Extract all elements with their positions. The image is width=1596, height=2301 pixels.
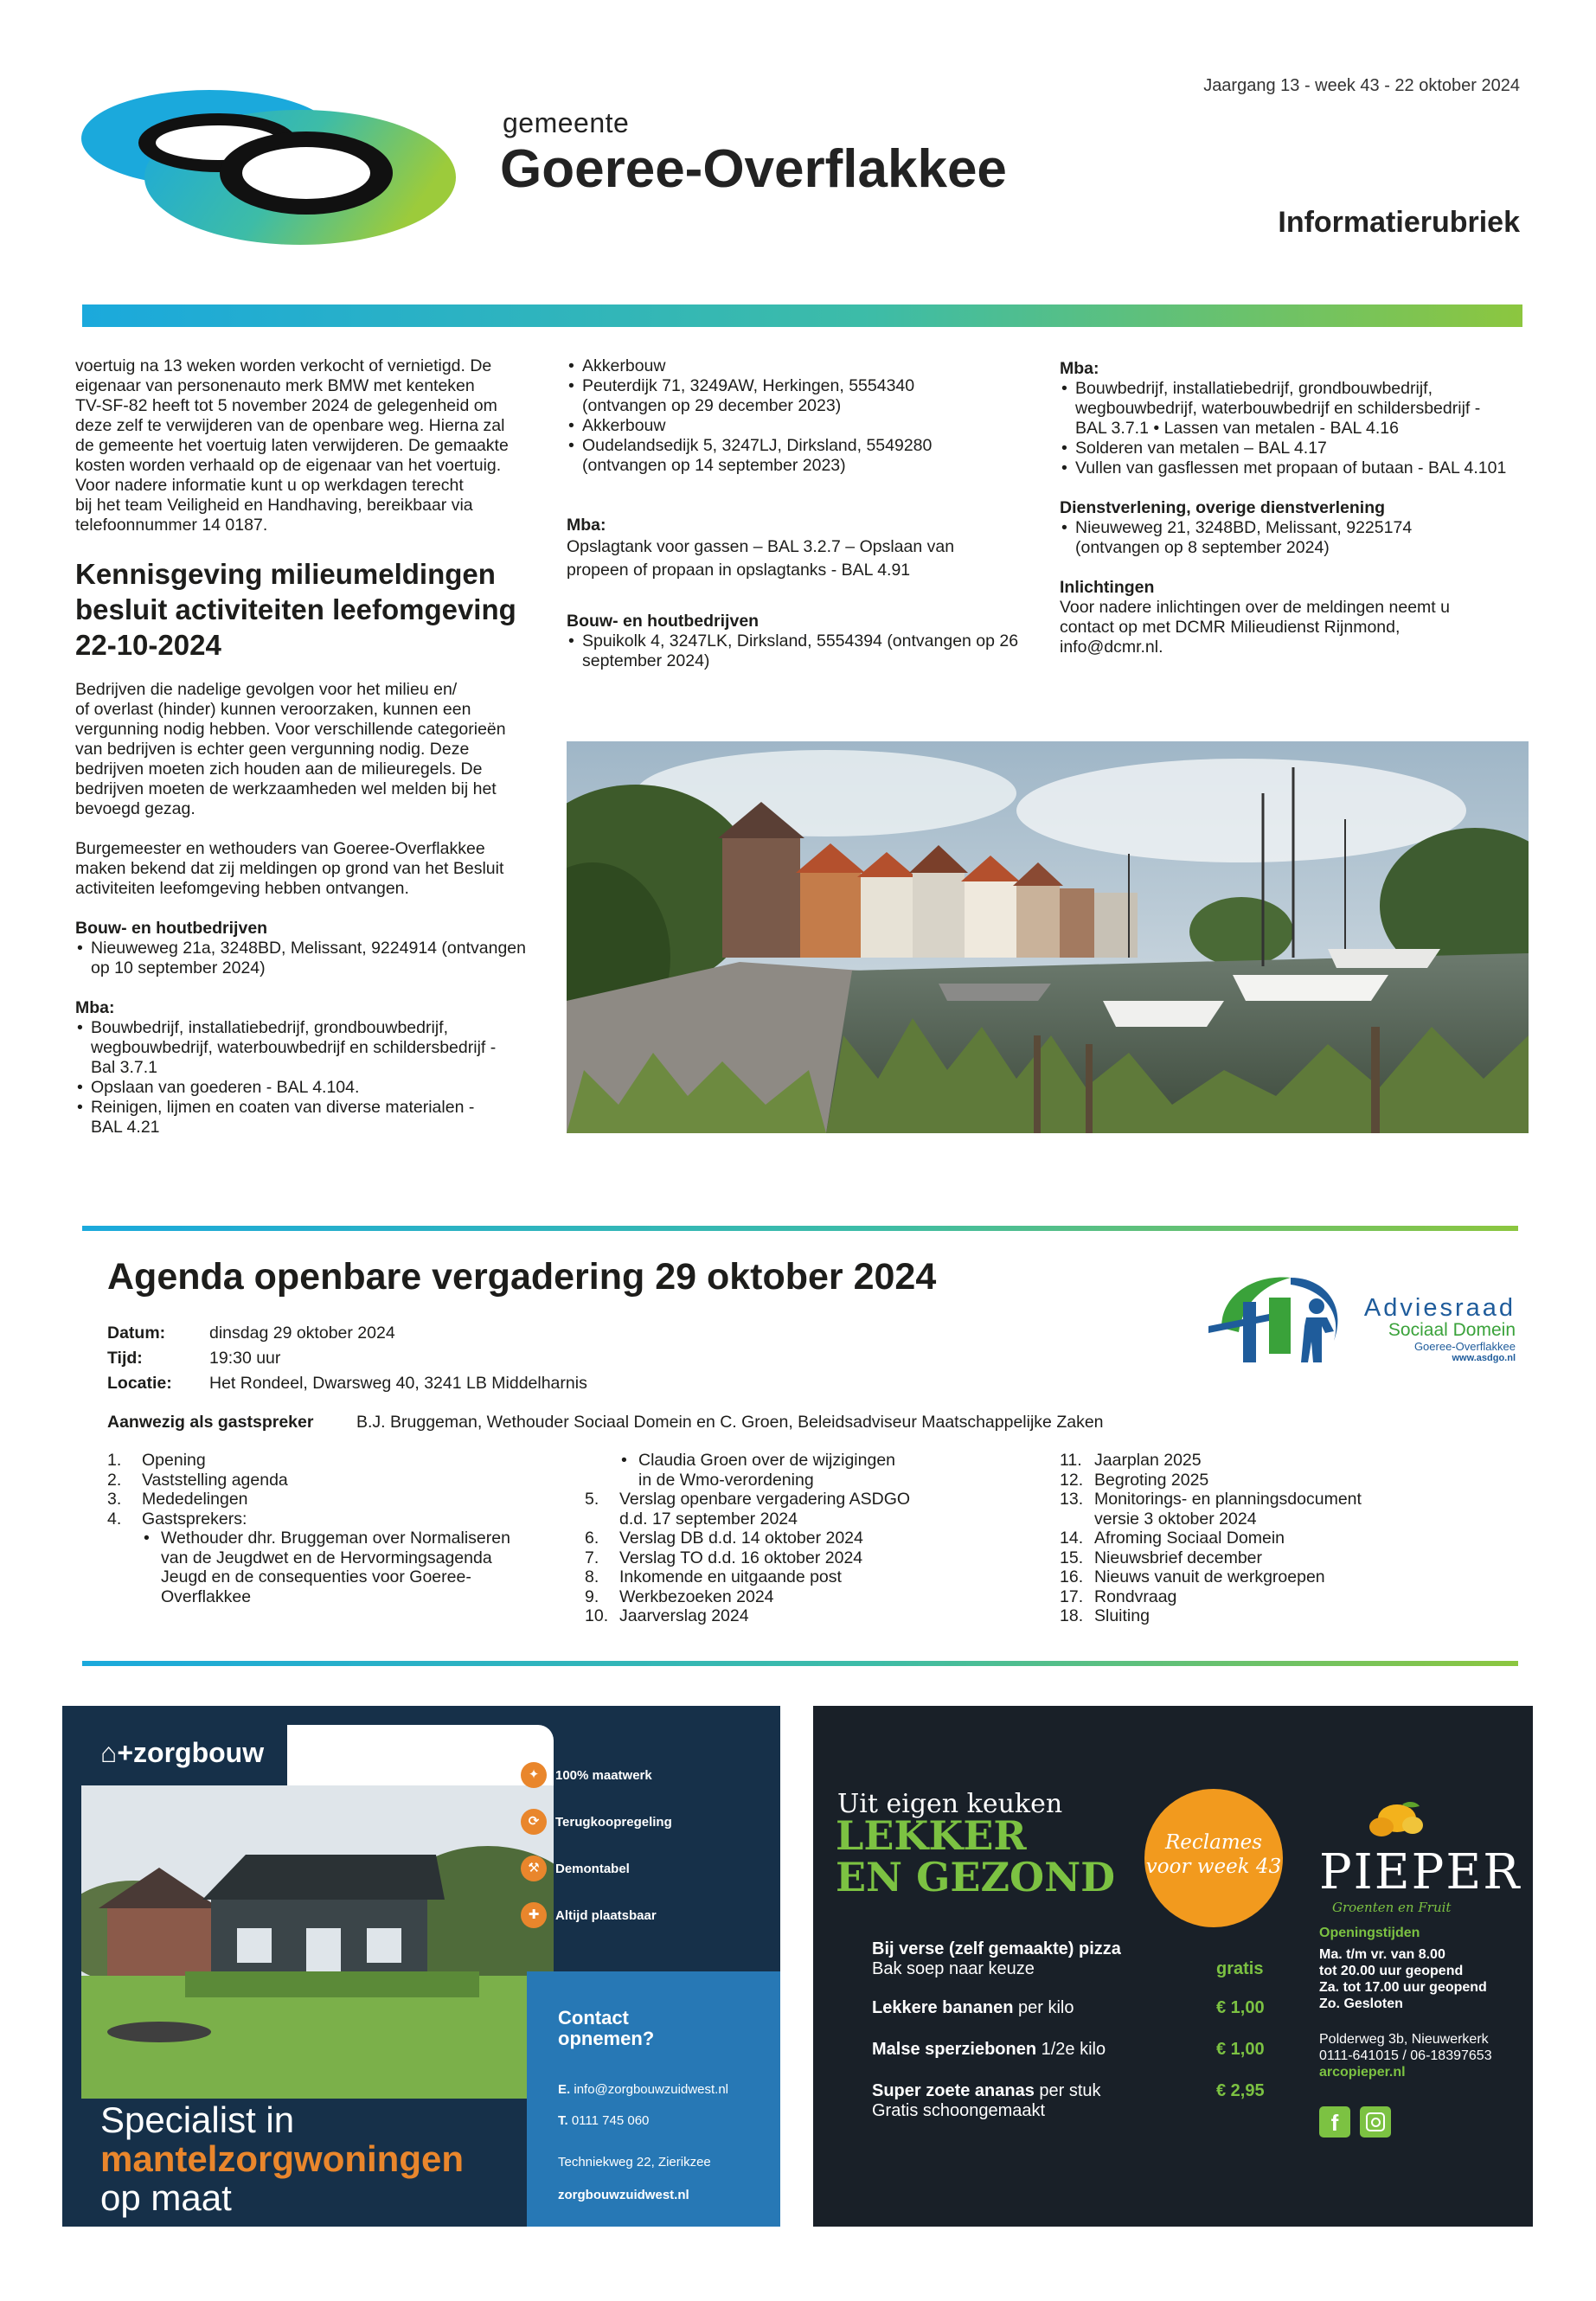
- coins-icon: ⟳: [521, 1809, 547, 1835]
- intro-paragraph: voertuig na 13 weken worden verkocht of vernietigd. De eigenaar van personenauto merk BMW met kenteken TV-SF-82 heeft tot 5 november 2024 de gelegenheid om deze zelf te verwijderen van de openbare weg. Hierna zal de gemeente het voertuig laten verwijderen. De gemaakte kosten worden verhaald op de eigenaar van het voertuig. Voor nadere informatie kunt u op werkdagen terecht bij het team Veiligheid en Handhaving, bereikbaar via telefoonnummer 14 0187.: [75, 356, 509, 535]
- agenda-col-2: [585, 1451, 1035, 1626]
- mba-heading: Mba:: [567, 516, 606, 535]
- list-item: • Vullen van gasflessen met propaan of butaan - BAL 4.101: [1060, 458, 1531, 478]
- agenda-item: 4. Gastsprekers: • Wethouder dhr. Bruggeman over Normaliseren van de Jeugdwet en de Hervormingsagenda Jeugd en de consequenties voor Goeree- Overflakkee: [107, 1509, 557, 1607]
- list-item: • Nieuweweg 21, 3248BD, Melissant, 9225174 (ontvangen op 8 september 2024): [1060, 518, 1531, 558]
- list-item: • Nieuweweg 21a, 3248BD, Melissant, 9224914 (ontvangen op 10 september 2024): [75, 939, 542, 978]
- pieper-website[interactable]: arcopieper.nl: [1319, 2065, 1406, 2080]
- zorgbouw-brand: ⌂+zorgbouw: [100, 1737, 265, 1768]
- contact-box: [527, 1971, 780, 2227]
- agenda-subitem: • Wethouder dhr. Bruggeman over Normaliseren van de Jeugdwet en de Hervormingsagenda Jeugd en de consequenties voor Goeree- Overflakkee: [142, 1529, 557, 1606]
- feature-terugkoop: ⟳ Terugkoopregeling: [555, 1815, 672, 1830]
- bouw-list: [567, 631, 1051, 671]
- pieper-brand: PIEPER: [1319, 1844, 1522, 1900]
- list-item: • Reinigen, lijmen en coaten van diverse materialen - BAL 4.21: [75, 1098, 542, 1138]
- contact-phone[interactable]: T. 0111 745 060: [558, 2113, 650, 2128]
- agenda-item: 3. Mededelingen: [107, 1490, 248, 1509]
- brand-gemeente: gemeente: [503, 107, 630, 138]
- facebook-icon[interactable]: f: [1319, 2106, 1350, 2138]
- logo-region: Goeree-Overflakkee: [1413, 1340, 1516, 1353]
- header-divider: [82, 304, 1522, 327]
- meta-tijd: Tijd: 19:30 uur: [107, 1349, 281, 1368]
- check-icon: ✦: [521, 1762, 547, 1788]
- agenda-item: 6. Verslag DB d.d. 14 oktober 2024: [585, 1529, 863, 1548]
- lemon-icon: [1362, 1799, 1432, 1843]
- offer-row: Bij verse (zelf gemaakte) pizza Bak soep naar keuze gratis: [872, 1939, 1264, 1978]
- agenda-item: 11. Jaarplan 2025: [1060, 1451, 1202, 1470]
- agenda-item: 2. Vaststelling agenda: [107, 1470, 288, 1490]
- agenda-item: 9. Werkbezoeken 2024: [585, 1586, 774, 1606]
- mba-list: [1060, 379, 1531, 478]
- info-text: Voor nadere inlichtingen over de meldingen neemt u contact op met DCMR Milieudienst Rijnmond, info@dcmr.nl.: [1060, 598, 1450, 657]
- meta-locatie: Locatie: Het Rondeel, Dwarsweg 40, 3241 LB Middelharnis: [107, 1374, 587, 1393]
- list-item: • Akkerbouw: [567, 416, 1051, 436]
- mba-heading: Mba:: [75, 998, 115, 1017]
- gemeente-logo: [80, 78, 460, 251]
- list-item: • Spuikolk 4, 3247LK, Dirksland, 5554394 (ontvangen op 26 september 2024): [567, 631, 1051, 671]
- dienst-heading: Dienstverlening, overige dienstverlening: [1060, 498, 1386, 517]
- pieper-tagline: Groenten en Fruit: [1332, 1900, 1452, 1915]
- agenda-item: 17. Rondvraag: [1060, 1586, 1177, 1606]
- list-item: • Bouwbedrijf, installatiebedrijf, grondbouwbedrijf, wegbouwbedrijf, waterbouwbedrijf en schildersbedrijf - BAL 3.7.1 • Lassen van metalen - BAL 4.16: [1060, 379, 1531, 439]
- dienst-list: [1060, 518, 1531, 558]
- mba-list: [75, 1018, 542, 1138]
- asdgo-logo-icon: [1204, 1267, 1356, 1369]
- agenda-item: 13. Monitorings- en planningsdocument versie 3 oktober 2024: [1060, 1490, 1362, 1529]
- agenda-item: 5. Verslag openbare vergadering ASDGO d.d. 17 september 2024: [585, 1490, 911, 1529]
- list-item: • Solderen van metalen – BAL 4.17: [1060, 439, 1531, 458]
- agenda-bottom-divider: [82, 1661, 1518, 1666]
- feature-maatwerk: ✦ 100% maatwerk: [555, 1768, 652, 1783]
- agenda-meta: [107, 1321, 886, 1396]
- intro-body-2: Burgemeester en wethouders van Goeree-Overflakkee maken bekend dat zij meldingen op grond van het Besluit activiteiten leefomgeving hebben ontvangen.: [75, 839, 504, 898]
- section-title: Informatierubriek: [1278, 206, 1520, 239]
- agenda-title: Agenda openbare vergadering 29 oktober 2024: [107, 1256, 937, 1298]
- offer-row: Malse sperziebonen 1/2e kilo € 1,00: [872, 2040, 1265, 2059]
- agenda-col-1: [107, 1451, 557, 1606]
- contact-website[interactable]: zorgbouwzuidwest.nl: [558, 2188, 689, 2202]
- agenda-item: 8. Inkomende en uitgaande post: [585, 1567, 842, 1586]
- offer-row: Lekkere bananen per kilo € 1,00: [872, 1998, 1265, 2017]
- specialist-text: Specialist in mantelzorgwoningen op maat: [100, 2099, 464, 2218]
- feature-plaatsbaar: ✚ Altijd plaatsbaar: [555, 1908, 657, 1923]
- agenda-subitem: • Claudia Groen over de wijzigingen in de Wmo-verordening: [619, 1451, 1035, 1490]
- mba-text: Opslagtank voor gassen – BAL 3.2.7 – Opslaan van propeen of propaan in opslagtanks - BAL 4.91: [567, 537, 955, 580]
- bouw-heading: Bouw- en houtbedrijven: [75, 919, 268, 938]
- meta-datum: Datum: dinsdag 29 oktober 2024: [107, 1324, 395, 1343]
- contact-address: Techniekweg 22, Zierikzee: [558, 2155, 711, 2170]
- column-1: [75, 356, 542, 1138]
- list-item: • Opslaan van goederen - BAL 4.104.: [75, 1078, 542, 1098]
- agenda-item: 15. Nieuwsbrief december: [1060, 1548, 1263, 1567]
- offer-row: Super zoete ananas per stuk Gratis schoongemaakt € 2,95: [872, 2081, 1265, 2120]
- agenda-item: 14. Afroming Sociaal Domein: [1060, 1529, 1285, 1548]
- contact-email[interactable]: E. info@zorgbouwzuidwest.nl: [558, 2082, 729, 2097]
- list-item: • Akkerbouw: [567, 356, 1051, 376]
- pieper-kicker: Uit eigen keuken: [837, 1789, 1063, 1819]
- list-item: • Oudelandsedijk 5, 3247LJ, Dirksland, 5549280 (ontvangen op 14 september 2023): [567, 436, 1051, 476]
- agenda-item: 16. Nieuws vanuit de werkgroepen: [1060, 1567, 1325, 1586]
- bouw-heading: Bouw- en houtbedrijven: [567, 612, 760, 631]
- intro-body-1: Bedrijven die nadelige gevolgen voor het milieu en/ of overlast (hinder) kunnen veroorzaken, kunnen een vergunning nodig hebben. Voor verschillende categorieën van bedrijven is echter geen vergunning nodig. Deze bedrijven moeten zich houden aan de milieuregels. De bedrijven moeten de werkzaamheden wel melden bij het bevoegd gezag.: [75, 680, 506, 818]
- opening-hours: Openingstijden Ma. t/m vr. van 8.00 tot 20.00 uur geopend Za. tot 17.00 uur geopend Zo. Gesloten Polderweg 3b, Nieuwerkerk 0111-641015 / 06-18397653 arcopieper.nl: [1319, 1926, 1527, 2080]
- agenda-item: 1. Opening: [107, 1451, 206, 1470]
- issue-line: Jaargang 13 - week 43 - 22 oktober 2024: [1203, 76, 1520, 95]
- brand-municipality: Goeree-Overflakkee: [500, 139, 1007, 199]
- bouw-list: [75, 939, 542, 978]
- list-item: • Peuterdijk 71, 3249AW, Herkingen, 5554340 (ontvangen op 29 december 2023): [567, 376, 1051, 416]
- info-heading: Inlichtingen: [1060, 578, 1155, 597]
- pieper-phone[interactable]: 0111-641015 / 06-18397653: [1319, 2048, 1492, 2063]
- harbor-photo: [567, 741, 1529, 1133]
- akkerbouw-list: [567, 356, 1051, 476]
- zorgbouw-house-photo: [81, 1785, 554, 2099]
- mba-heading: Mba:: [1060, 359, 1099, 378]
- pieper-ad: [813, 1706, 1533, 2227]
- logo-subtitle: Sociaal Domein: [1388, 1320, 1516, 1340]
- week-badge: Reclames voor week 43: [1144, 1789, 1283, 1927]
- agenda-top-divider: [82, 1226, 1518, 1231]
- logo-url: www.asdgo.nl: [1452, 1353, 1516, 1363]
- pieper-headline: LEKKER EN GEZOND: [836, 1812, 1116, 1900]
- agenda-item: 7. Verslag TO d.d. 16 oktober 2024: [585, 1548, 863, 1567]
- column-3: [1060, 359, 1531, 657]
- kennisgeving-heading: Kennisgeving milieumeldingen besluit activiteiten leefomgeving 22-10-2024: [75, 558, 516, 661]
- agenda-col-3: [1060, 1451, 1509, 1626]
- zorgbouw-ad: [62, 1706, 780, 2227]
- house-plus-icon: ⌂+: [100, 1737, 134, 1768]
- agenda-item: 10. Jaarverslag 2024: [585, 1606, 749, 1625]
- gastspreker-row: Aanwezig als gastspreker B.J. Bruggeman, Wethouder Sociaal Domein en C. Groen, Beleidsadviseur Maatschappelijke Zaken: [107, 1413, 1104, 1432]
- list-item: • Bouwbedrijf, installatiebedrijf, grondbouwbedrijf, wegbouwbedrijf, waterbouwbedrijf en schildersbedrijf - Bal 3.7.1: [75, 1018, 542, 1078]
- agenda-item: 18. Sluiting: [1060, 1606, 1150, 1625]
- pieper-address: Polderweg 3b, Nieuwerkerk: [1319, 2032, 1489, 2047]
- place-icon: ✚: [521, 1902, 547, 1928]
- agenda-item: 12. Begroting 2025: [1060, 1470, 1209, 1490]
- contact-title: Contact opnemen?: [558, 2007, 655, 2049]
- logo-title: Adviesraad: [1363, 1294, 1516, 1322]
- instagram-icon[interactable]: [1360, 2106, 1391, 2138]
- asdgo-logo-text: [1351, 1295, 1516, 1364]
- column-2: [567, 356, 1051, 671]
- crane-icon: ⚒: [521, 1856, 547, 1881]
- feature-demontabel: ⚒ Demontabel: [555, 1862, 630, 1876]
